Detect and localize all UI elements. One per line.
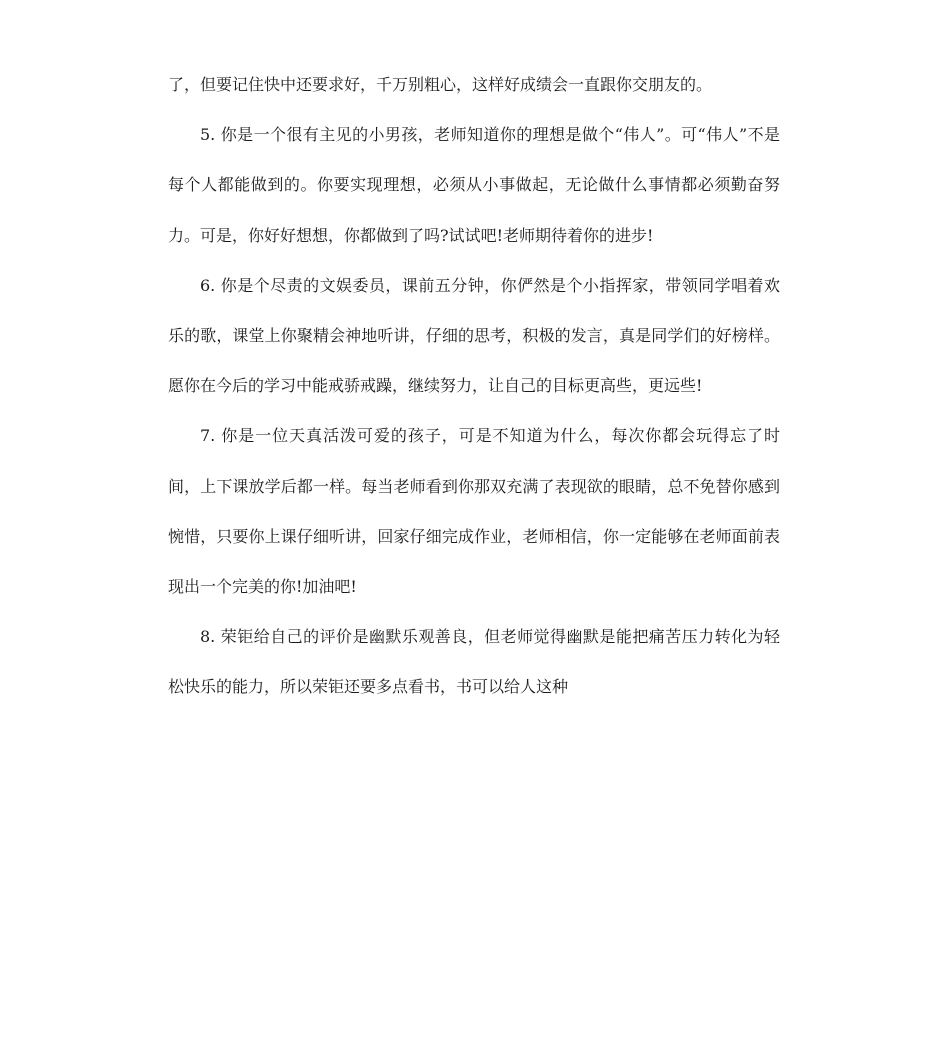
paragraph-continuation: 了，但要记住快中还要求好，千万别粗心，这样好成绩会一直跟你交朋友的。 bbox=[168, 75, 713, 94]
paragraph-6: 6. 你是个尽责的文娱委员，课前五分钟，你俨然是个小指挥家，带领同学唱着欢乐的歌，课堂上你聚精会神地听讲，仔细的思考，积极的发言，真是同学们的好榜样。愿你在今后的学习中能戒骄戒躁，继续努力，让自己的目标更高些，更远些! bbox=[168, 275, 780, 396]
paragraph-5: 5. 你是一个很有主见的小男孩，老师知道你的理想是做个“伟人”。可“伟人”不是每个人都能做到的。你要实现理想，必须从小事做起，无论做什么事情都必须勤奋努力。可是，你好好想想，你都做到了吗?试试吧!老师期待着你的进步! bbox=[168, 125, 780, 245]
document-body bbox=[168, 60, 780, 713]
paragraph-8: 8. 荣钜给自己的评价是幽默乐观善良，但老师觉得幽默是能把痛苦压力转化为轻松快乐的能力，所以荣钜还要多点看书，书可以给人这种 bbox=[168, 627, 780, 697]
paragraph-7: 7. 你是一位天真活泼可爱的孩子，可是不知道为什么，每次你都会玩得忘了时间，上下课放学后都一样。每当老师看到你那双充满了表现欲的眼睛，总不免替你感到惋惜，只要你上课仔细听讲，回家仔细完成作业，老师相信，你一定能够在老师面前表现出一个完美的你!加油吧! bbox=[168, 426, 780, 597]
